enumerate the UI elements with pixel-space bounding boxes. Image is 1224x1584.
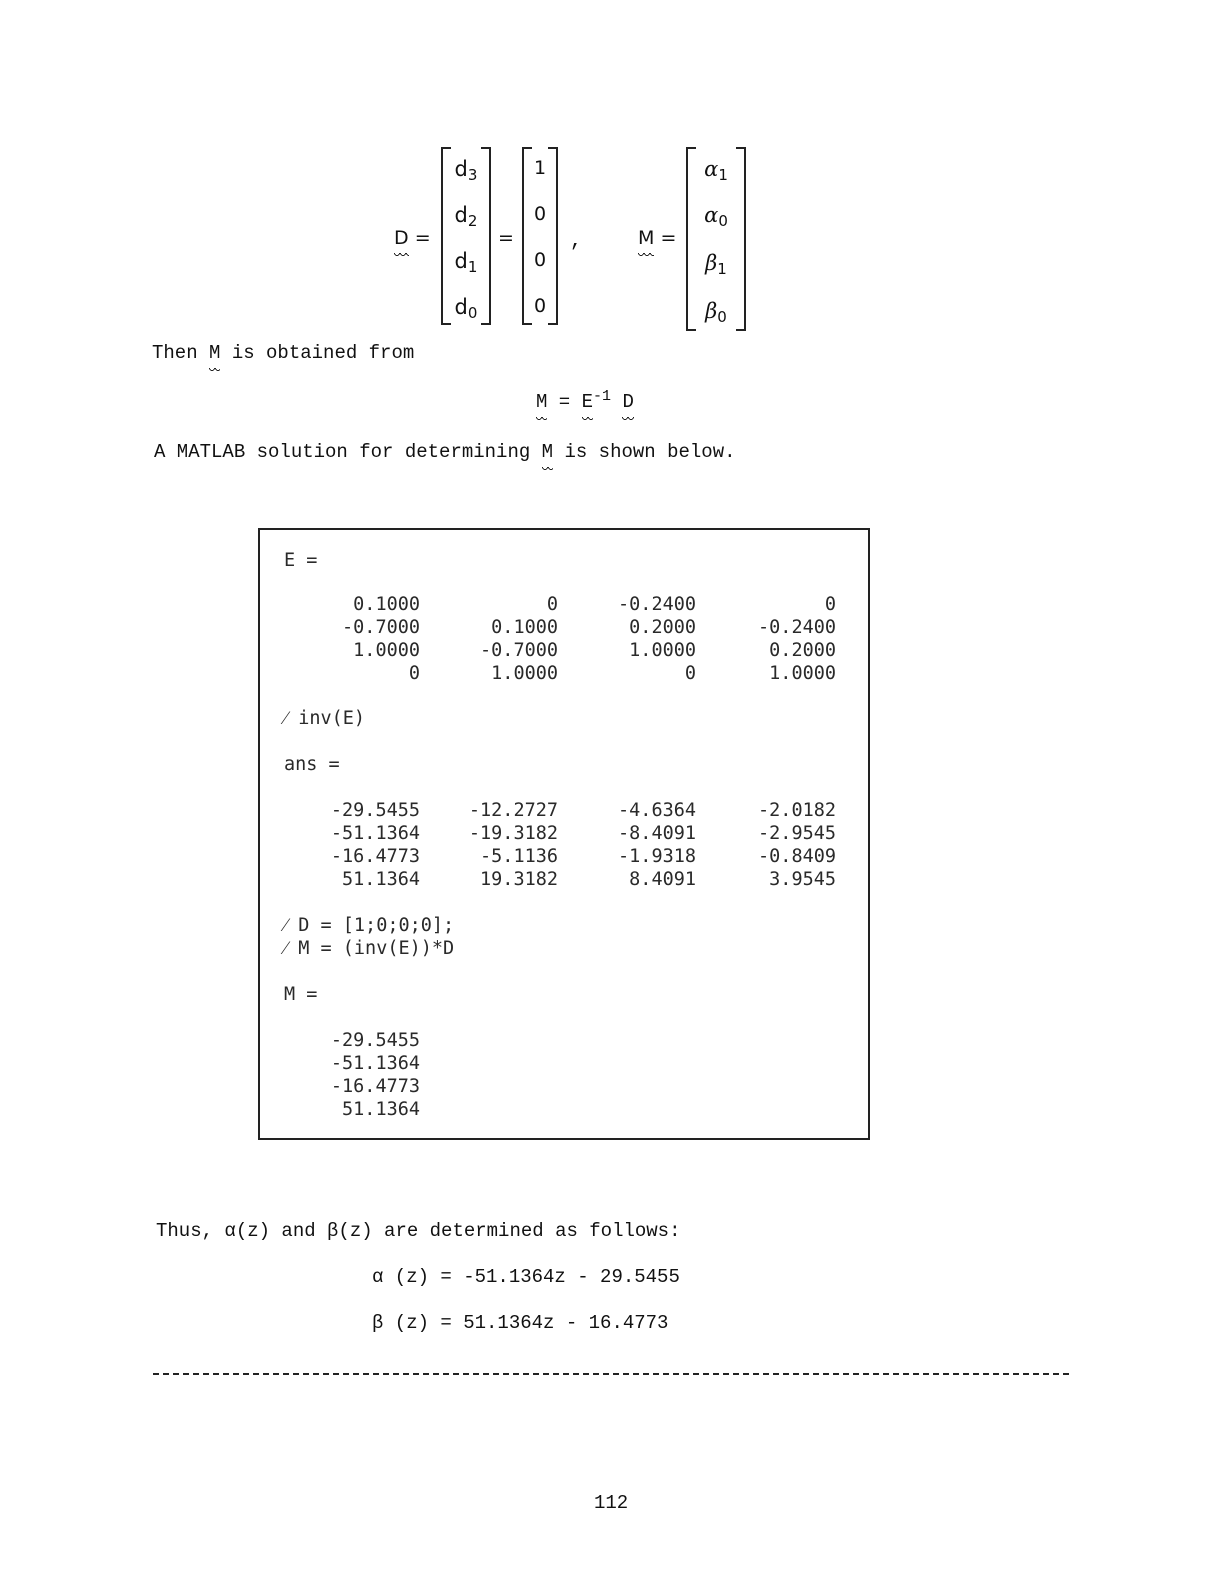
ans-matrix-row — [260, 869, 860, 893]
e-cell: -0.7000 — [342, 617, 420, 638]
m-cell: -29.5455 — [330, 1030, 420, 1051]
ans-cell: -2.0182 — [758, 800, 836, 821]
e-matrix-row — [260, 663, 860, 687]
e-cell: 1.0000 — [629, 640, 696, 661]
matlab-output-box — [258, 528, 870, 1140]
m-compute-command: ⁄ M = (inv(E))*D — [284, 938, 455, 959]
ans-cell: 51.1364 — [342, 869, 420, 890]
section-divider — [153, 1373, 1069, 1375]
matlab-intro-sentence: A MATLAB solution for determining M is shown below. — [154, 441, 736, 463]
m-result-row — [260, 1076, 860, 1100]
d-value: 0 — [533, 249, 547, 271]
ans-cell: -4.6364 — [618, 800, 696, 821]
d-vector-label — [394, 227, 431, 249]
m-entries-matrix — [686, 147, 746, 331]
ans-cell: 8.4091 — [629, 869, 696, 890]
e-cell: -0.7000 — [480, 640, 558, 661]
d-value: 0 — [533, 203, 547, 225]
e-cell: 1.0000 — [353, 640, 420, 661]
d-values-matrix — [522, 147, 558, 325]
e-cell: 0 — [684, 663, 696, 684]
e-matrix-row — [260, 617, 860, 641]
m-cell: -16.4773 — [330, 1076, 420, 1097]
m-symbol: M — [536, 391, 548, 414]
e-cell: 0.2000 — [769, 640, 836, 661]
d-equals: = — [414, 227, 431, 249]
e-cell: 0.2000 — [629, 617, 696, 638]
then-sentence: Then M is obtained from — [152, 342, 415, 364]
d-assign-command: ⁄ D = [1;0;0;0]; — [284, 915, 455, 936]
inverse-formula: $M = E^{-1}$ D — [536, 388, 634, 414]
e-header: E = — [284, 550, 318, 571]
ans-matrix-row — [260, 846, 860, 870]
e-cell: 0 — [824, 594, 836, 615]
e-matrix-row — [260, 640, 860, 664]
ans-header: ans = — [284, 754, 340, 775]
d-entries-matrix — [441, 147, 491, 325]
ans-cell: -0.8409 — [758, 846, 836, 867]
ans-cell: -8.4091 — [618, 823, 696, 844]
m-symbol: M — [638, 227, 655, 249]
e-symbol: E — [581, 391, 594, 414]
matrix-equals: = — [498, 227, 514, 249]
inverse-superscript: -1 — [593, 388, 612, 405]
ans-cell: -2.9545 — [758, 823, 836, 844]
e-cell: 1.0000 — [491, 663, 558, 684]
d-value: 0 — [533, 295, 547, 317]
ans-cell: -19.3182 — [468, 823, 558, 844]
m-vector-label — [638, 227, 676, 249]
d-symbol: D — [394, 227, 409, 249]
e-cell: 0.1000 — [491, 617, 558, 638]
m-symbol: M — [541, 441, 554, 463]
ans-cell: 19.3182 — [480, 869, 558, 890]
d-value: 1 — [533, 157, 547, 179]
comma: , — [570, 230, 583, 253]
m-equals: = — [660, 227, 677, 249]
e-cell: 1.0000 — [769, 663, 836, 684]
d-symbol: D — [622, 391, 634, 414]
ans-matrix-row — [260, 823, 860, 847]
m-entry-alpha-0: $\alpha_0$ — [704, 203, 728, 230]
alpha-equation: α (z) = -51.1364z - 29.5455 — [372, 1266, 680, 1288]
ans-cell: -5.1136 — [480, 846, 558, 867]
ans-cell: 3.9545 — [769, 869, 836, 890]
e-cell: 0 — [408, 663, 420, 684]
m-entry-alpha-1: $\alpha_1$ — [704, 157, 728, 184]
m-cell: 51.1364 — [342, 1099, 420, 1120]
m-result-row — [260, 1099, 860, 1123]
beta-equation: β (z) = 51.1364z - 16.4773 — [372, 1312, 669, 1334]
d-entry-2: $d_2$ — [454, 203, 478, 230]
e-matrix-row — [260, 594, 860, 618]
inv-command: ⁄ inv(E) — [284, 708, 366, 729]
m-header: M = — [284, 984, 318, 1005]
e-cell: -0.2400 — [758, 617, 836, 638]
m-entry-beta-1: $\beta_1$ — [705, 251, 727, 278]
ans-cell: -16.4773 — [330, 846, 420, 867]
e-cell: 0 — [546, 594, 558, 615]
d-entry-3: $d_3$ — [454, 157, 478, 184]
m-result-row — [260, 1053, 860, 1077]
m-entry-beta-0: $\beta_0$ — [705, 299, 727, 326]
page-number: 112 — [594, 1492, 629, 1514]
ans-cell: -51.1364 — [330, 823, 420, 844]
ans-cell: -29.5455 — [330, 800, 420, 821]
ans-cell: -1.9318 — [618, 846, 696, 867]
d-entry-0: $d_0$ — [454, 295, 478, 322]
m-result-row — [260, 1030, 860, 1054]
thus-sentence: Thus, α(z) and β(z) are determined as follows: — [156, 1220, 681, 1242]
ans-matrix-row — [260, 800, 860, 824]
e-cell: -0.2400 — [618, 594, 696, 615]
m-symbol: M — [209, 342, 221, 364]
e-cell: 0.1000 — [353, 594, 420, 615]
d-entry-1: $d_1$ — [454, 249, 478, 276]
m-cell: -51.1364 — [330, 1053, 420, 1074]
ans-cell: -12.2727 — [468, 800, 558, 821]
